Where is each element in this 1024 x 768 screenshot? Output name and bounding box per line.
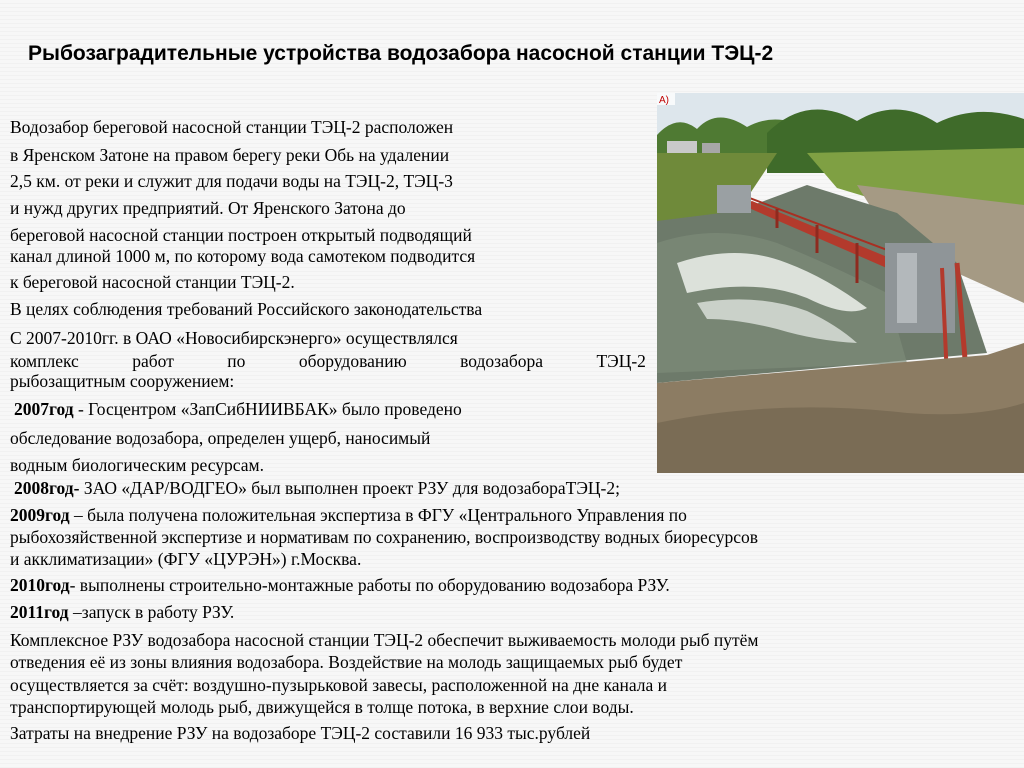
text-line: обследование водозабора, определен ущерб, наносимый bbox=[10, 428, 431, 448]
photo-boat bbox=[702, 143, 720, 153]
text-line: водным биологическим ресурсам. bbox=[10, 455, 264, 475]
timeline-2010 bbox=[10, 575, 670, 595]
year-label: 2010год bbox=[10, 575, 70, 595]
year-text: - выполнены строительно-монтажные работы по оборудованию водозабора РЗУ. bbox=[69, 575, 670, 595]
text-line: отведения её из зоны влияния водозабора. Воздействие на молодь защищаемых рыб будет bbox=[10, 652, 683, 672]
text-line: Водозабор береговой насосной станции ТЭЦ-2 расположен bbox=[10, 117, 454, 137]
text-line-justified bbox=[10, 351, 646, 371]
text-line: к береговой насосной станции ТЭЦ-2. bbox=[10, 272, 295, 292]
photo-gate-panel bbox=[897, 253, 917, 323]
canal-photo bbox=[657, 93, 1024, 473]
year-label: 2009год bbox=[10, 505, 70, 525]
timeline-2007 bbox=[14, 399, 462, 419]
text-line: транспортирующей молодь рыб, движущейся в толще потока, в верхние слои воды. bbox=[10, 697, 634, 717]
photo-building bbox=[667, 141, 697, 155]
text-line: В целях соблюдения требований Российского законодательства bbox=[10, 299, 483, 319]
text-line: 2,5 км. от реки и служит для подачи воды на ТЭЦ-2, ТЭЦ-3 bbox=[10, 171, 453, 191]
year-text: - Госцентром «ЗапСибНИИВБАК» было проведено bbox=[73, 399, 462, 419]
timeline-2009 bbox=[10, 505, 687, 525]
word: комплекс bbox=[10, 351, 79, 371]
text-line: и акклиматизации» (ФГУ «ЦУРЭН») г.Москва. bbox=[10, 549, 362, 569]
word: водозабора bbox=[460, 351, 544, 371]
text-line: и нужд других предприятий. От Яренского Затона до bbox=[10, 198, 406, 218]
year-text: –запуск в работу РЗУ. bbox=[68, 602, 235, 622]
year-label: 2011год bbox=[10, 602, 69, 622]
word: ТЭЦ-2 bbox=[596, 351, 646, 371]
cost-line: Затраты на внедрение РЗУ на водозаборе ТЭЦ-2 составили 16 933 тыс.рублей bbox=[10, 723, 591, 743]
word: работ bbox=[132, 351, 174, 371]
year-text: ЗАО «ДАР/ВОДГЕО» был выполнен проект РЗУ для водозабораТЭЦ-2; bbox=[79, 478, 620, 498]
text-line: рыбохозяйственной экспертизе и нормативам по сохранению, воспроизводству водных биоресурсов bbox=[10, 527, 758, 547]
text-line: рыбозащитным сооружением: bbox=[10, 371, 235, 391]
word: оборудованию bbox=[298, 351, 407, 371]
text-line: Комплексное РЗУ водозабора насосной станции ТЭЦ-2 обеспечит выживаемость молоди рыб путём bbox=[10, 630, 759, 650]
timeline-2008 bbox=[14, 478, 620, 498]
photo-far-booth bbox=[717, 185, 751, 213]
slide-title: Рыбозаградительные устройства водозабора насосной станции ТЭЦ-2 bbox=[28, 42, 774, 65]
year-label: 2007год bbox=[14, 399, 74, 419]
word: по bbox=[227, 351, 246, 371]
text-line: осуществляется за счёт: воздушно-пузырьковой завесы, расположенной на дне канала и bbox=[10, 675, 668, 695]
timeline-2011 bbox=[10, 602, 234, 622]
canal-photo-illustration bbox=[657, 93, 1024, 473]
photo-label: А) bbox=[659, 95, 669, 106]
year-label: 2008год- bbox=[14, 478, 80, 498]
text-line: С 2007-2010гг. в ОАО «Новосибирскэнерго» осуществлялся bbox=[10, 328, 458, 348]
year-text: – была получена положительная экспертиза в ФГУ «Центрального Управления по bbox=[69, 505, 687, 525]
text-line: канал длиной 1000 м, по которому вода самотеком подводится bbox=[10, 246, 476, 266]
text-line: береговой насосной станции построен открытый подводящий bbox=[10, 225, 472, 245]
text-line: в Яренском Затоне на правом берегу реки Обь на удалении bbox=[10, 145, 450, 165]
